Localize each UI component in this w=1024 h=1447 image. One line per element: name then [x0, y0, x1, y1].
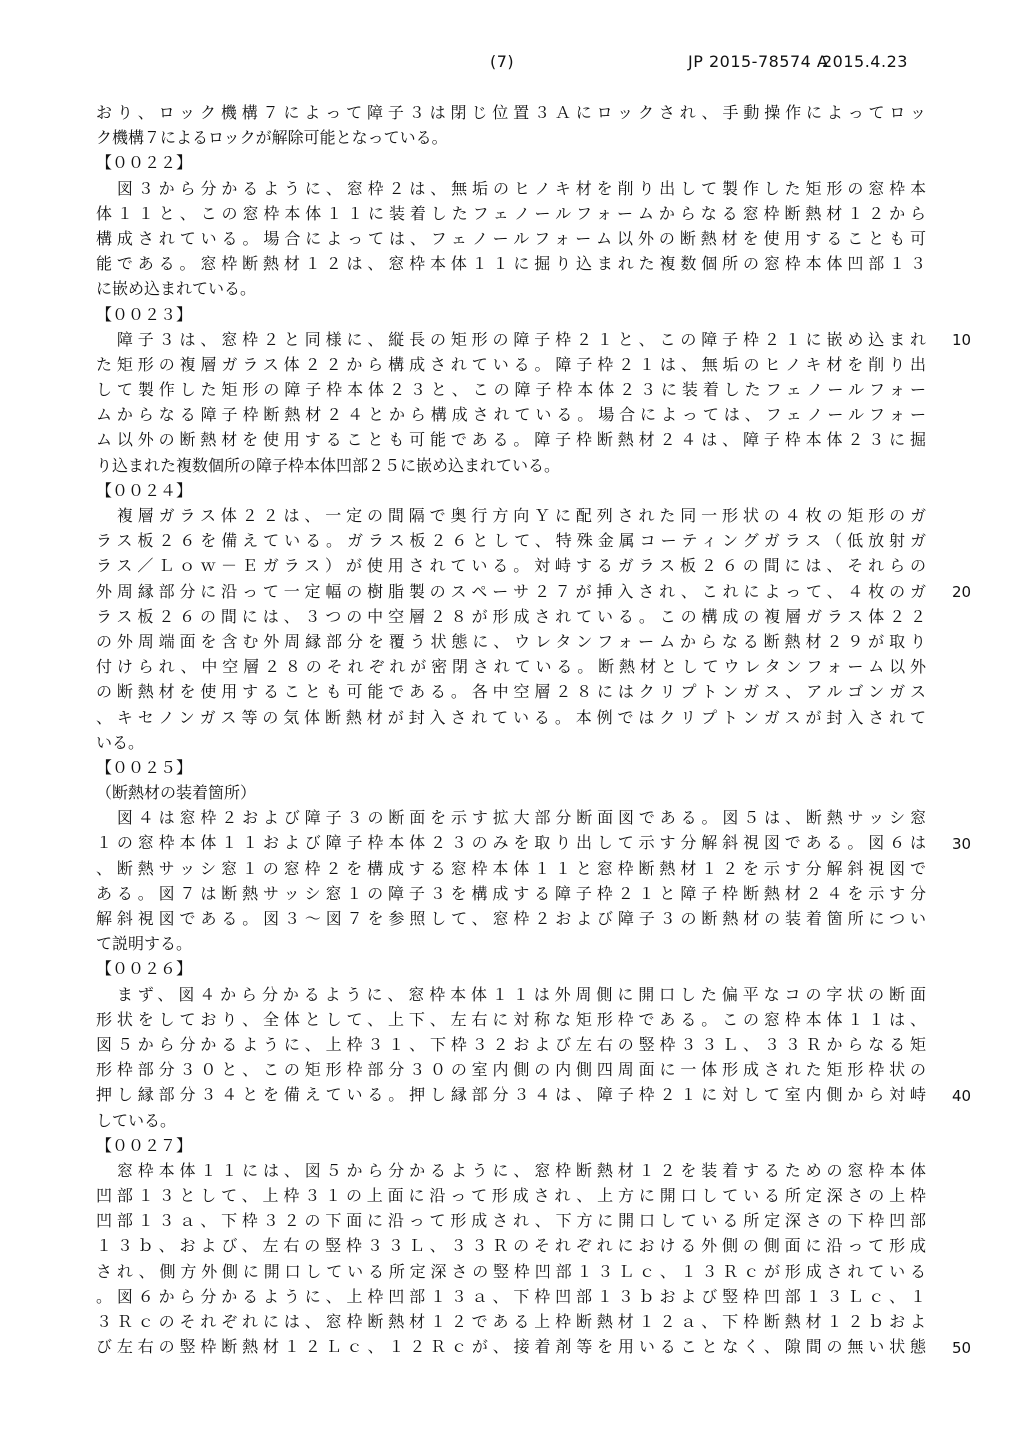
text-line: され、側方外側に開口している所定深さの竪枠凹部１３Ｌｃ、１３Ｒｃが形成されている	[96, 1261, 926, 1281]
paragraph	[96, 1158, 926, 1360]
text-line: 能である。窓枠断熱材１２は、窓枠本体１１に掘り込まれた複数個所の窓枠本体凹部１３	[96, 254, 926, 274]
publication-number: JP 2015-78574 A	[688, 52, 829, 71]
publication-date: 2015.4.23	[822, 52, 908, 71]
text-line: して製作した矩形の障子枠本体２３と、この障子枠本体２３に装着したフェノールフォー	[96, 380, 926, 400]
paragraph	[96, 327, 926, 478]
paragraph-heading	[96, 302, 926, 327]
text-line: 障子３は、窓枠２と同様に、縦長の矩形の障子枠２１と、この障子枠２１に嵌め込まれ	[96, 329, 926, 349]
margin-line-numbers	[952, 0, 992, 1447]
text-line: 形状をしており、全体として、上下、左右に対称な矩形枠である。この窓枠本体１１は、	[96, 1009, 926, 1029]
text-line: ラス板２６の間には、３つの中空層２８が形成されている。この構成の複層ガラス体２２	[96, 606, 926, 626]
text-line: 押し縁部分３４とを備えている。押し縁部分３４は、障子枠２１に対して室内側から対峙	[96, 1085, 926, 1105]
text-line: 。図６から分かるように、上枠凹部１３ａ、下枠凹部１３ｂおよび竪枠凹部１３Ｌｃ、１	[96, 1286, 926, 1306]
heading-text: 【００２３】	[96, 304, 193, 324]
text-line: の断熱材を使用することも可能である。各中空層２８にはクリプトンガス、アルゴンガス	[96, 682, 926, 702]
margin-line-number: 30	[952, 834, 972, 853]
heading-text: 【００２２】	[96, 153, 193, 173]
paragraph	[96, 982, 926, 1133]
text-line: ム以外の断熱材を使用することも可能である。障子枠断熱材２４は、障子枠本体２３に掘	[96, 430, 926, 450]
paragraph-heading	[96, 150, 926, 175]
text-line: まず、図４から分かるように、窓枠本体１１は外周側に開口した偏平なコの字状の断面	[96, 984, 926, 1004]
text-line: １３ｂ、および、左右の竪枠３３Ｌ、３３Ｒのそれぞれにおける外側の側面に沿って形成	[96, 1236, 926, 1256]
text-line: ある。図７は断熱サッシ窓１の障子３を構成する障子枠２１と障子枠断熱材２４を示す分	[96, 883, 926, 903]
text-line: 、断熱サッシ窓１の窓枠２を構成する窓枠本体１１と窓枠断熱材１２を示す分解斜視図で	[96, 858, 926, 878]
text-line: た矩形の複層ガラス体２２から構成されている。障子枠２１は、無垢のヒノキ材を削り出	[96, 354, 926, 374]
text-line: び左右の竪枠断熱材１２Ｌｃ、１２Ｒｃが、接着剤等を用いることなく、隙間の無い状態	[96, 1337, 926, 1357]
text-line: 構成されている。場合によっては、フェノールフォーム以外の断熱材を使用することも可	[96, 228, 926, 248]
text-line: 付けられ、中空層２８のそれぞれが密閉されている。断熱材としてウレタンフォーム以外	[96, 657, 926, 677]
text-line: て説明する。	[96, 934, 193, 954]
heading-text: 【００２６】	[96, 959, 193, 979]
paragraph	[96, 176, 926, 302]
paragraph	[96, 100, 926, 150]
page-header	[0, 52, 1024, 76]
document-body	[96, 100, 926, 1359]
text-line: 図５から分かるように、上枠３１、下枠３２および左右の竪枠３３Ｌ、３３Ｒからなる矩	[96, 1034, 926, 1054]
text-line: 窓枠本体１１には、図５から分かるように、窓枠断熱材１２を装着するための窓枠本体	[96, 1160, 926, 1180]
text-line: 外周縁部分に沿って一定幅の樹脂製のスペーサ２７が挿入され、これによって、４枚のガ	[96, 581, 926, 601]
text-line: り込まれた複数個所の障子枠本体凹部２５に嵌め込まれている。	[96, 455, 561, 475]
margin-line-number: 50	[952, 1338, 972, 1357]
margin-line-number: 10	[952, 330, 972, 349]
text-line: 体１１と、この窓枠本体１１に装着したフェノールフォームからなる窓枠断熱材１２から	[96, 203, 926, 223]
heading-text: 【００２４】	[96, 480, 193, 500]
text-line: ク機構７によるロックが解除可能となっている。	[96, 128, 448, 148]
paragraph	[96, 503, 926, 755]
paragraph-heading	[96, 478, 926, 503]
paragraph-heading	[96, 956, 926, 981]
paragraph-heading	[96, 1133, 926, 1158]
paragraph	[96, 805, 926, 956]
text-line: 凹部１３として、上枠３１の上面に沿って形成され、上方に開口している所定深さの上枠	[96, 1186, 926, 1206]
text-line: ラス／Ｌｏｗ－Ｅガラス）が使用されている。対峙するガラス板２６の間には、それらの	[96, 556, 926, 576]
heading-text: 【００２７】	[96, 1135, 193, 1155]
paragraph-heading	[96, 780, 926, 805]
text-line: に嵌め込まれている。	[96, 279, 257, 299]
text-line: １の窓枠本体１１および障子枠本体２３のみを取り出して示す分解斜視図である。図６は	[96, 833, 926, 853]
text-line: 図４は窓枠２および障子３の断面を示す拡大部分断面図である。図５は、断熱サッシ窓	[96, 808, 926, 828]
heading-text: （断熱材の装着箇所）	[96, 783, 257, 803]
text-line: 解斜視図である。図３～図７を参照して、窓枠２および障子３の断熱材の装着箇所につい	[96, 909, 926, 928]
margin-line-number: 20	[952, 582, 972, 601]
heading-text: 【００２５】	[96, 757, 193, 777]
text-line: ラス板２６を備えている。ガラス板２６として、特殊金属コーティングガラス（低放射ガ	[96, 531, 926, 551]
text-line: おり、ロック機構７によって障子３は閉じ位置３Ａにロックされ、手動操作によってロッ	[96, 103, 926, 122]
text-line: ３Ｒｃのそれぞれには、窓枠断熱材１２である上枠断熱材１２ａ、下枠断熱材１２ｂおよ	[96, 1312, 926, 1331]
text-line: 、キセノンガス等の気体断熱材が封入されている。本例ではクリプトンガスが封入されて	[96, 707, 926, 727]
text-line: 図３から分かるように、窓枠２は、無垢のヒノキ材を削り出して製作した矩形の窓枠本	[96, 178, 926, 198]
text-line: 複層ガラス体２２は、一定の間隔で奥行方向Ｙに配列された同一形状の４枚の矩形のガ	[96, 506, 926, 525]
text-line: いる。	[96, 732, 145, 752]
paragraph-heading	[96, 755, 926, 780]
text-line: 凹部１３ａ、下枠３２の下面に沿って形成され、下方に開口している所定深さの下枠凹部	[96, 1211, 926, 1231]
text-line: の外周端面を含む外周縁部分を覆う状態に、ウレタンフォームからなる断熱材２９が取り	[96, 631, 926, 651]
text-line: ムからなる障子枠断熱材２４とから構成されている。場合によっては、フェノールフォー	[96, 405, 926, 425]
page-number: (7)	[490, 52, 515, 71]
text-line: している。	[96, 1110, 177, 1130]
margin-line-number: 40	[952, 1086, 972, 1105]
text-line: 形枠部分３０と、この矩形枠部分３０の室内側の内側四周面に一体形成された矩形枠状の	[96, 1060, 926, 1080]
